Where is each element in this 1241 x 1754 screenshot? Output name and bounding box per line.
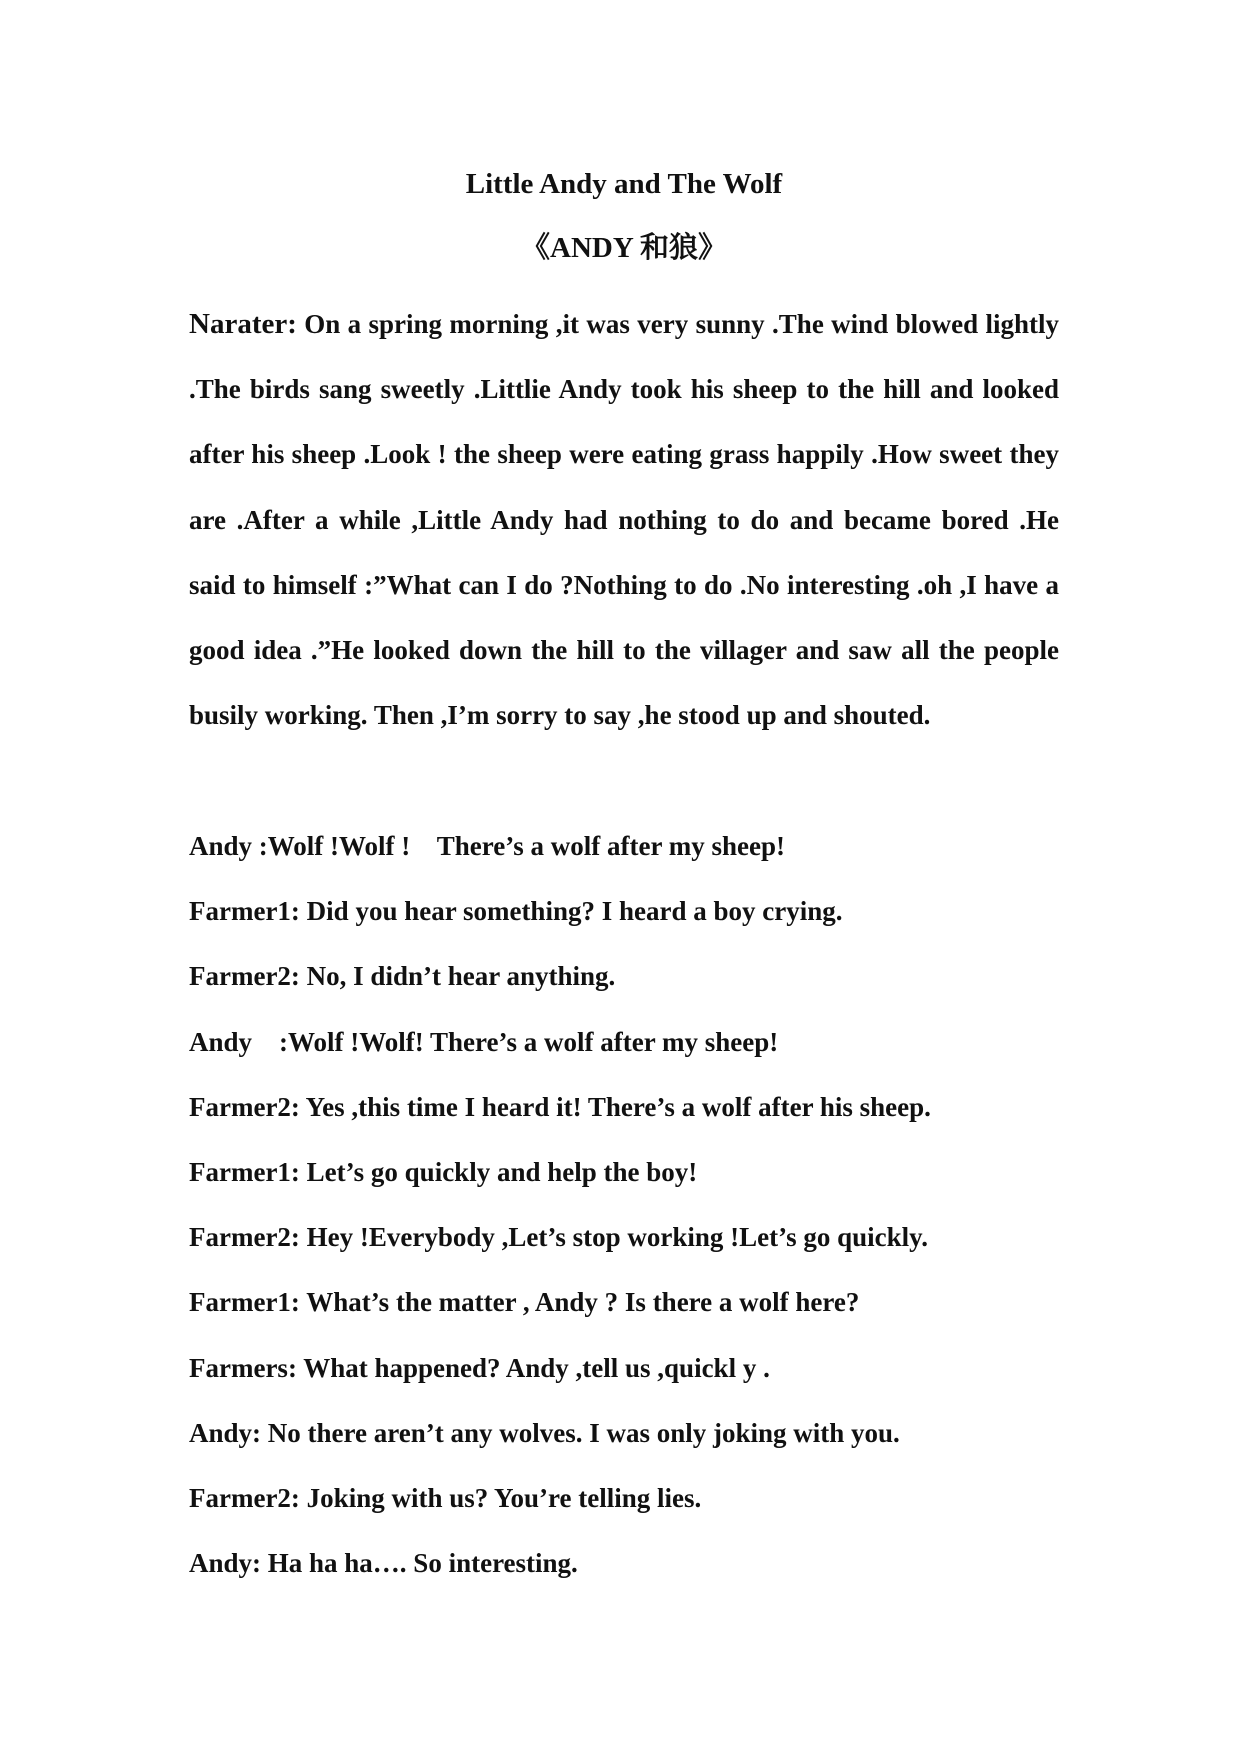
dialogue-line: Farmer2: Hey !Everybody ,Let’s stop working !Let’s go quickly. [189, 1222, 928, 1253]
dialogue-line: Andy: No there aren’t any wolves. I was only joking with you. [189, 1417, 900, 1448]
narration-paragraph [189, 292, 1059, 748]
narration-text: On a spring morning ,it was very sunny .The wind blowed lightly .The birds sang sweetly .Littlie Andy took his sheep to the hill and looked after his sheep .Look ! the sheep were eating grass happily .How sweet they are .After a while ,Little Andy had nothing to do and became bored .He said to himself :”What can I do ?Nothing to do .No interesting .oh ,I have a good idea .”He looked down the hill to the villager and saw all the people busily working. Then ,I’m sorry to say ,he stood up and shouted. [189, 309, 1059, 731]
narrator-label: Narater: [189, 308, 297, 340]
dialogue-line: Farmers: What happened? Andy ,tell us ,quickl y . [189, 1352, 770, 1383]
dialogue-line: Andy: Ha ha ha…. So interesting. [189, 1548, 578, 1579]
dialogue-line: Farmer1: Let’s go quickly and help the boy! [189, 1156, 698, 1187]
dialogue-line: Farmer2: Joking with us? You’re telling lies. [189, 1482, 702, 1513]
dialogue-list [189, 814, 1059, 1596]
document-subtitle: 《ANDY 和狼》 [521, 232, 727, 264]
document-title: Little Andy and The Wolf [465, 168, 783, 200]
dialogue-line: Andy :Wolf !Wolf! There’s a wolf after my sheep! [189, 1026, 779, 1057]
dialogue-line: Farmer1: What’s the matter , Andy ? Is there a wolf here? [189, 1287, 860, 1318]
dialogue-line: Farmer2: Yes ,this time I heard it! There’s a wolf after his sheep. [189, 1091, 931, 1122]
dialogue-line: Farmer1: Did you hear something? I heard a boy crying. [189, 896, 843, 927]
dialogue-line: Farmer2: No, I didn’t hear anything. [189, 961, 616, 992]
dialogue-line: Andy :Wolf !Wolf ! There’s a wolf after my sheep! [189, 831, 785, 861]
